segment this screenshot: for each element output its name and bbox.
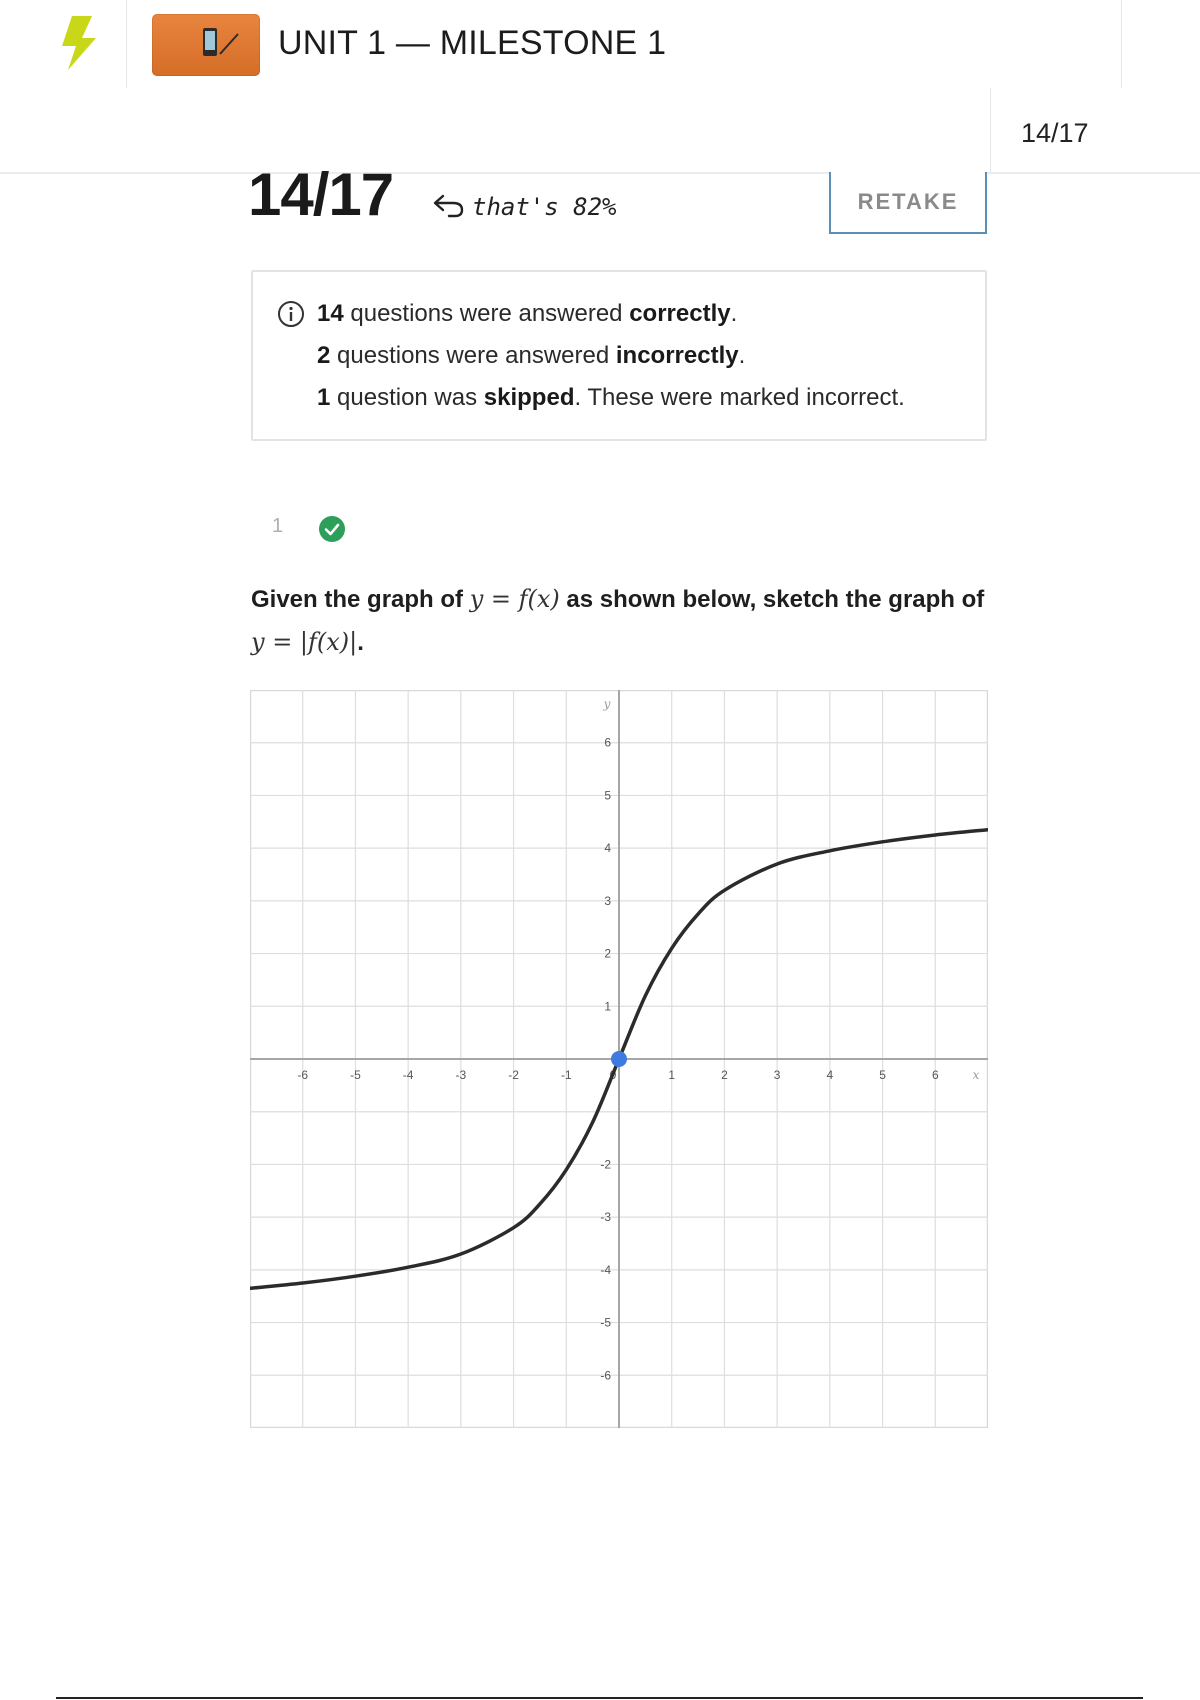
x-tick-label: 5 [879, 1068, 886, 1082]
logo-icon[interactable] [50, 12, 110, 72]
tablet-pen-icon [152, 14, 260, 76]
score-panel [990, 88, 1200, 174]
question-text-c: . [357, 629, 364, 656]
x-tick-label: 4 [826, 1068, 834, 1082]
page-title: UNIT 1 — MILESTONE 1 [278, 24, 667, 62]
skipped-count: 1 [317, 384, 331, 411]
y-tick-label: -5 [600, 1315, 611, 1330]
skipped-word: skipped [483, 384, 575, 411]
correct-count: 14 [317, 300, 344, 327]
summary-box [251, 270, 987, 441]
x-tick-label: 3 [773, 1068, 781, 1082]
header-divider [126, 0, 127, 88]
header-underline [0, 172, 1200, 174]
graph-point [611, 1051, 627, 1067]
check-circle-icon [318, 515, 346, 543]
incorrect-word: incorrectly [615, 342, 739, 369]
unit-thumbnail [152, 14, 260, 76]
x-tick-label: 1 [668, 1068, 676, 1082]
summary-skipped [317, 384, 905, 412]
top-bar [0, 0, 1200, 88]
x-tick-label: -3 [455, 1068, 467, 1082]
summary-text: . These were marked incorrect. [574, 384, 905, 411]
x-tick-label: -2 [508, 1068, 519, 1082]
x-tick-label: 6 [931, 1068, 939, 1082]
y-tick-label: -2 [600, 1157, 611, 1172]
math-expression: y = f(x) [469, 585, 560, 613]
curved-arrow-icon [431, 192, 465, 218]
y-tick-label: 1 [604, 999, 611, 1014]
question-text [251, 578, 1001, 664]
summary-text: questions were answered [330, 342, 616, 369]
incorrect-count: 2 [317, 342, 331, 369]
score-label: 14/17 [1021, 118, 1089, 148]
y-tick-label: -6 [600, 1368, 611, 1383]
summary-incorrect [317, 342, 745, 370]
x-tick-label: 0 [609, 1068, 617, 1082]
function-graph[interactable] [250, 690, 988, 1428]
x-tick-label: -4 [402, 1068, 414, 1082]
x-tick-label: -1 [560, 1068, 572, 1082]
y-tick-label: 6 [604, 735, 611, 750]
x-axis-label: x [972, 1068, 980, 1082]
question-number[interactable]: 1 [272, 515, 284, 537]
info-icon [277, 300, 305, 328]
math-expression: y = |f(x)| [251, 628, 358, 656]
summary-text: . [730, 300, 738, 327]
x-tick-label: -6 [297, 1068, 309, 1082]
x-tick-label: -5 [350, 1068, 361, 1082]
y-tick-label: 4 [604, 841, 611, 856]
y-axis-label: y [603, 697, 611, 711]
percent-note: that's 82% [472, 193, 617, 221]
summary-text: question was [330, 384, 484, 411]
y-tick-label: 3 [604, 893, 611, 908]
summary-text: questions were answered [343, 300, 630, 327]
y-tick-label: 2 [604, 946, 611, 961]
score-display: 14/17 [248, 161, 394, 228]
question-text-a: Given the graph of [251, 586, 470, 613]
x-tick-label: 2 [721, 1068, 728, 1082]
retake-button[interactable]: RETAKE [829, 172, 987, 234]
summary-correct [317, 300, 737, 328]
y-tick-label: -3 [600, 1210, 611, 1225]
correct-word: correctly [629, 300, 731, 327]
summary-text: . [738, 342, 746, 369]
header-divider [1121, 0, 1122, 88]
page-bottom-rule [56, 1697, 1143, 1699]
y-tick-label: -4 [600, 1262, 611, 1277]
y-tick-label: 5 [604, 788, 611, 803]
question-text-b: as shown below, sketch the graph of [559, 586, 985, 613]
